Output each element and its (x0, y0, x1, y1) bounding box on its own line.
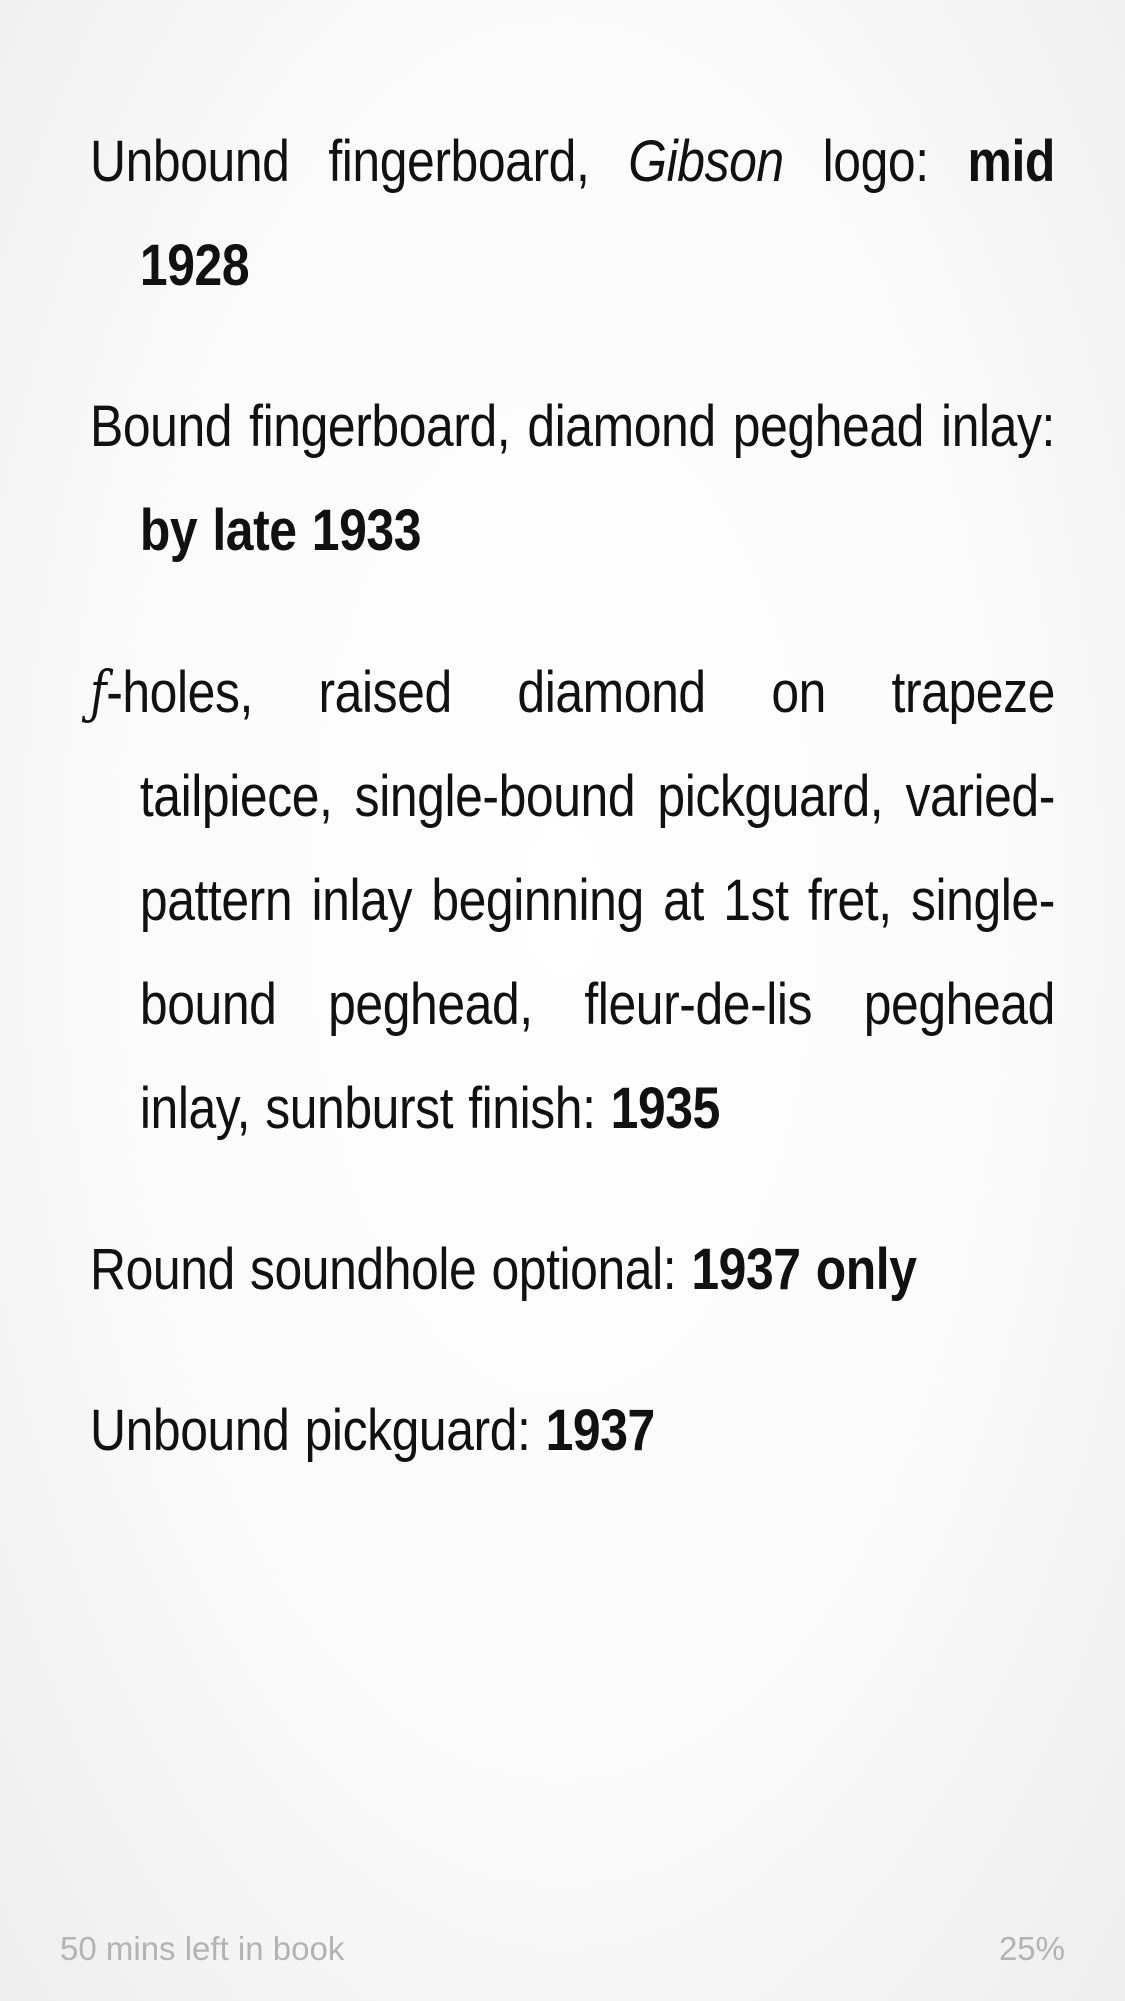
entry-text: Unbound pickguard: (90, 1398, 546, 1463)
spec-entry-unbound-pickguard (90, 1379, 1055, 1483)
time-left-label[interactable]: 50 mins left in book (60, 1930, 345, 1967)
entry-text-after: logo: (783, 129, 968, 194)
book-page[interactable] (90, 110, 1055, 1540)
entry-text: Bound fingerboard, diamond peghead inlay: (90, 394, 1055, 459)
f-hole-glyph: ƒ (90, 658, 107, 726)
entry-text: Round soundhole optional: (90, 1237, 692, 1302)
spec-entry-f-holes (90, 640, 1055, 1161)
entry-date: by late 1933 (139, 498, 422, 563)
entry-date: 1937 (545, 1398, 655, 1463)
spec-entry-round-soundhole (90, 1218, 1055, 1322)
entry-date: mid 1928 (139, 129, 1055, 298)
entry-text: -holes, raised diamond on trapeze tailpiece, single-bound pickguard, varied-pattern inlay beginning at 1st fret, single-bound peghead, fleur-de-lis peghead inlay, sunburst finish: (106, 660, 1055, 1141)
entry-date: 1937 only (691, 1237, 917, 1302)
spec-entry-unbound-fingerboard (90, 110, 1055, 318)
entry-brand-italic: Gibson (628, 129, 784, 194)
entry-text: Unbound fingerboard, (90, 129, 629, 194)
entry-date: 1935 (610, 1076, 720, 1141)
reading-progress-percent[interactable]: 25% (998, 1930, 1065, 1967)
spec-entry-bound-fingerboard (90, 375, 1055, 583)
